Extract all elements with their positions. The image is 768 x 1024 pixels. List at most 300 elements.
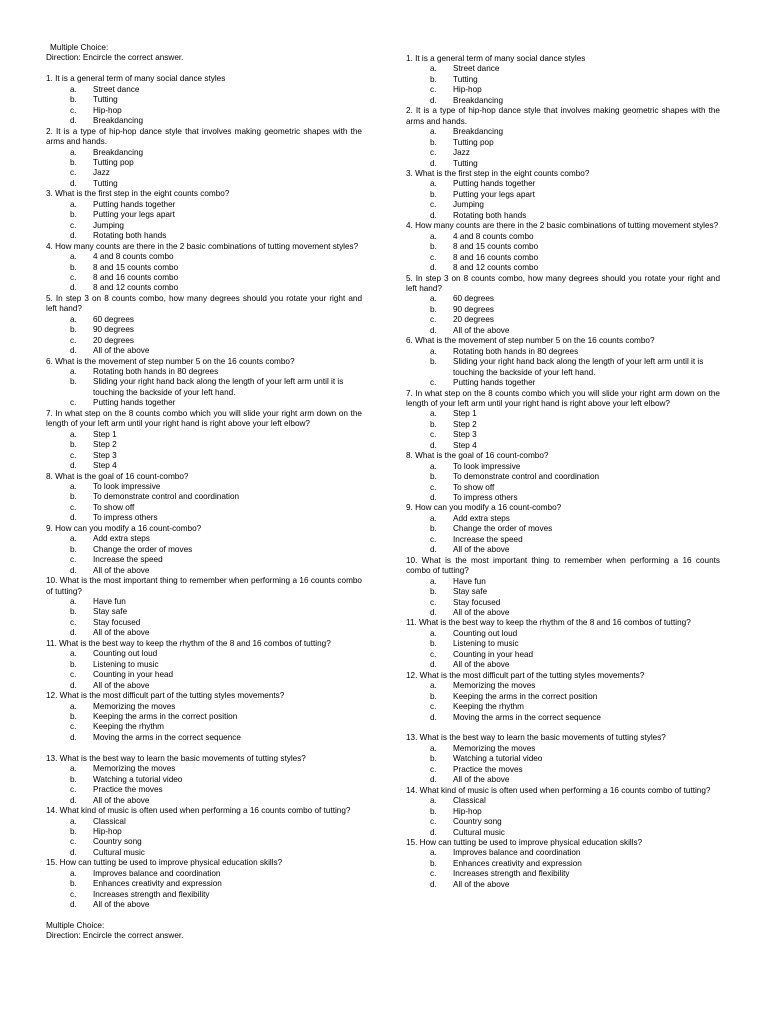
question-item [406, 221, 720, 273]
answer-option[interactable] [46, 325, 362, 335]
answer-option[interactable] [406, 200, 720, 210]
option-letter: c. [70, 220, 77, 230]
answer-option[interactable] [46, 116, 362, 126]
answer-option[interactable] [46, 837, 362, 847]
option-letter: a. [430, 848, 437, 858]
answer-option[interactable] [46, 545, 362, 555]
question-text: 6. What is the movement of step number 5 on the 16 counts combo? [46, 356, 295, 366]
answer-option[interactable] [406, 232, 720, 242]
answer-option[interactable] [406, 294, 720, 304]
answer-option[interactable] [406, 96, 720, 106]
option-letter: c. [430, 534, 437, 544]
answer-option[interactable] [406, 660, 720, 670]
answer-option[interactable] [46, 95, 362, 105]
answer-option[interactable] [406, 681, 720, 691]
option-text: Moving the arms in the correct sequence [93, 732, 241, 742]
option-letter: c. [70, 889, 77, 899]
answer-option[interactable] [46, 555, 362, 565]
option-letter: a. [70, 764, 77, 774]
option-text: Jumping [453, 200, 484, 210]
answer-option[interactable] [406, 598, 720, 608]
option-text: Tutting [453, 74, 478, 84]
answer-option[interactable] [406, 378, 720, 388]
option-text: All of the above [93, 628, 150, 638]
option-letter: b. [430, 304, 437, 314]
option-text: Increase the speed [453, 534, 523, 544]
option-letter: a. [430, 231, 437, 241]
option-text: All of the above [453, 608, 510, 618]
option-letter: c. [430, 378, 437, 388]
answer-option[interactable] [46, 848, 362, 858]
answer-option[interactable] [46, 482, 362, 492]
option-text: Putting hands together [453, 179, 536, 189]
answer-option[interactable] [46, 231, 362, 241]
question-text: 15. How can tutting be used to improve physical education skills? [46, 858, 283, 868]
answer-option[interactable] [406, 650, 720, 660]
question-item [406, 618, 720, 670]
option-letter: a. [430, 409, 437, 419]
answer-option[interactable] [46, 168, 362, 178]
answer-option[interactable] [406, 64, 720, 74]
option-text: Stay focused [453, 597, 501, 607]
option-letter: c. [430, 315, 437, 325]
option-text: Classical [93, 816, 126, 826]
answer-option[interactable] [406, 587, 720, 597]
option-letter: a. [70, 147, 77, 157]
answer-option[interactable] [406, 577, 720, 587]
answer-option[interactable] [406, 127, 720, 137]
answer-option[interactable] [406, 796, 720, 806]
answer-option[interactable] [46, 85, 362, 95]
answer-option[interactable] [46, 513, 362, 523]
answer-option[interactable] [46, 283, 362, 293]
option-text: 8 and 16 counts combo [93, 272, 179, 282]
option-text: Putting your legs apart [453, 189, 535, 199]
option-text: Putting your legs apart [93, 210, 175, 220]
answer-option[interactable] [406, 535, 720, 545]
option-letter: b. [70, 879, 77, 889]
question-text: 15. How can tutting be used to improve physical education skills? [406, 837, 643, 847]
answer-option[interactable] [46, 210, 362, 220]
option-letter: c. [430, 702, 437, 712]
answer-option[interactable] [406, 775, 720, 785]
answer-option[interactable] [46, 148, 362, 158]
option-letter: b. [70, 157, 77, 167]
option-letter: a. [70, 367, 77, 377]
option-letter: d. [430, 263, 437, 273]
answer-option[interactable] [46, 670, 362, 680]
option-text: Keeping the arms in the correct position [93, 711, 238, 721]
option-letter: d. [430, 210, 437, 220]
answer-option[interactable] [46, 252, 362, 262]
answer-option[interactable] [406, 190, 720, 200]
answer-option[interactable] [406, 430, 720, 440]
question-item [46, 294, 362, 357]
answer-option[interactable] [406, 848, 720, 858]
option-text: Country song [93, 837, 142, 847]
answer-option[interactable] [406, 326, 720, 336]
answer-option[interactable] [406, 514, 720, 524]
option-letter: b. [430, 357, 437, 367]
question-text: 14. What kind of music is often used when performing a 16 counts combo of tutting? [406, 785, 711, 795]
option-letter: d. [70, 461, 77, 471]
option-letter: c. [70, 617, 77, 627]
option-text: Step 3 [93, 450, 117, 460]
option-letter: d. [430, 325, 437, 335]
answer-option[interactable] [406, 524, 720, 534]
answer-option[interactable] [46, 733, 362, 743]
answer-option[interactable] [46, 712, 362, 722]
answer-option[interactable] [406, 159, 720, 169]
answer-option[interactable] [406, 807, 720, 817]
answer-option[interactable] [46, 346, 362, 356]
option-text: Increases strength and flexibility [93, 889, 210, 899]
answer-option[interactable] [46, 263, 362, 273]
question-item [46, 472, 362, 524]
answer-option[interactable] [406, 608, 720, 618]
question-item [46, 127, 362, 190]
option-text: Step 1 [93, 429, 117, 439]
question-item [406, 389, 720, 452]
answer-option[interactable] [46, 336, 362, 346]
question-text: 6. What is the movement of step number 5 on the 16 counts combo? [406, 336, 655, 346]
answer-option[interactable] [46, 879, 362, 889]
answer-option[interactable] [46, 503, 362, 513]
option-letter: a. [430, 127, 437, 137]
option-letter: c. [70, 670, 77, 680]
answer-option[interactable] [46, 618, 362, 628]
option-letter: b. [70, 711, 77, 721]
answer-option[interactable] [46, 367, 362, 377]
option-text: Improves balance and coordination [93, 868, 221, 878]
option-letter: a. [70, 84, 77, 94]
answer-option[interactable] [406, 713, 720, 723]
option-letter: a. [430, 576, 437, 586]
question-text: 13. What is the best way to learn the basic movements of tutting styles? [46, 753, 306, 763]
answer-option[interactable] [406, 263, 720, 273]
option-text: All of the above [453, 879, 510, 889]
option-letter: b. [430, 137, 437, 147]
answer-option[interactable] [406, 211, 720, 221]
option-letter: c. [430, 148, 437, 158]
option-letter: d. [430, 158, 437, 168]
option-text: Hip-hop [93, 826, 122, 836]
question-item [406, 54, 720, 106]
answer-option[interactable] [406, 138, 720, 148]
answer-option[interactable] [46, 681, 362, 691]
option-text: Jumping [93, 220, 124, 230]
answer-option[interactable] [406, 253, 720, 263]
option-text: Have fun [453, 576, 486, 586]
option-text: Counting out loud [453, 628, 518, 638]
answer-option[interactable] [406, 859, 720, 869]
option-text: 4 and 8 counts combo [453, 231, 534, 241]
option-text: Cultural music [93, 847, 145, 857]
question-item [46, 524, 362, 576]
question-item [406, 336, 720, 388]
answer-option[interactable] [46, 827, 362, 837]
option-text: Add extra steps [93, 534, 150, 544]
option-text: Jazz [93, 168, 110, 178]
answer-option[interactable] [46, 649, 362, 659]
answer-option[interactable] [406, 880, 720, 890]
answer-option[interactable] [46, 660, 362, 670]
answer-option[interactable] [46, 796, 362, 806]
question-item [46, 806, 362, 858]
option-letter: d. [70, 795, 77, 805]
option-text: All of the above [453, 775, 510, 785]
question-item [406, 169, 720, 221]
question-text: 3. What is the first step in the eight counts combo? [46, 189, 230, 199]
option-text: Stay focused [93, 617, 141, 627]
footer-direction: Direction: Encircle the correct answer. [46, 931, 184, 941]
question-item [406, 838, 720, 890]
option-letter: b. [430, 858, 437, 868]
option-letter: a. [70, 534, 77, 544]
answer-option[interactable] [46, 221, 362, 231]
option-letter: c. [430, 85, 437, 95]
option-letter: c. [70, 168, 77, 178]
option-text: Breakdancing [453, 95, 504, 105]
answer-option[interactable] [46, 890, 362, 900]
answer-option[interactable] [46, 785, 362, 795]
answer-option[interactable] [46, 817, 362, 827]
option-text: Keeping the rhythm [93, 722, 165, 732]
option-letter: a. [430, 461, 437, 471]
option-text: All of the above [93, 565, 150, 575]
option-text: Increases strength and flexibility [453, 869, 570, 879]
answer-option[interactable] [406, 472, 720, 482]
option-text: Step 4 [93, 461, 117, 471]
answer-option[interactable] [46, 607, 362, 617]
option-text: All of the above [93, 680, 150, 690]
option-letter: b. [70, 377, 77, 387]
option-letter: d. [70, 346, 77, 356]
answer-option[interactable] [406, 242, 720, 252]
option-text: Improves balance and coordination [453, 848, 581, 858]
option-text: Practice the moves [453, 764, 523, 774]
answer-option[interactable] [46, 158, 362, 168]
option-text: Listening to music [93, 659, 159, 669]
option-text: Keeping the rhythm [453, 702, 525, 712]
option-letter: a. [430, 513, 437, 523]
option-letter: d. [430, 608, 437, 618]
answer-option[interactable] [46, 398, 362, 408]
question-text: 10. What is the most important thing to remember when performing a 16 counts combo of tutting? [406, 555, 720, 576]
option-text: 20 degrees [93, 335, 134, 345]
question-text: 7. In what step on the 8 counts combo which you will slide your right arm down on the length of your left arm until your right hand is right above your left elbow? [406, 388, 720, 408]
answer-option[interactable] [406, 765, 720, 775]
answer-option[interactable] [406, 315, 720, 325]
option-text: All of the above [93, 795, 150, 805]
option-letter: b. [430, 189, 437, 199]
answer-option[interactable] [406, 179, 720, 189]
answer-option[interactable] [46, 775, 362, 785]
option-letter: a. [430, 628, 437, 638]
answer-option[interactable] [406, 462, 720, 472]
answer-option[interactable] [46, 200, 362, 210]
question-text: 9. How can you modify a 16 count-combo? [46, 523, 202, 533]
answer-option[interactable] [46, 764, 362, 774]
option-text: 60 degrees [453, 294, 494, 304]
option-text: Step 2 [93, 440, 117, 450]
option-text: All of the above [453, 660, 510, 670]
answer-option[interactable] [46, 492, 362, 502]
header-direction: Direction: Encircle the correct answer. [46, 53, 184, 63]
option-letter: d. [70, 900, 77, 910]
question-text: 11. What is the best way to keep the rhythm of the 8 and 16 combos of tutting? [406, 618, 691, 628]
answer-option[interactable] [406, 85, 720, 95]
option-text: Add extra steps [453, 513, 510, 523]
option-text: 90 degrees [453, 304, 494, 314]
option-letter: a. [430, 681, 437, 691]
option-text: Step 1 [453, 409, 477, 419]
option-letter: c. [70, 335, 77, 345]
option-letter: a. [70, 482, 77, 492]
option-text: To demonstrate control and coordination [453, 472, 600, 482]
option-text: Hip-hop [453, 85, 482, 95]
question-item [46, 691, 362, 754]
question-text: 1. It is a general term of many social dance styles [406, 54, 586, 63]
answer-option[interactable] [406, 305, 720, 315]
answer-option[interactable] [406, 357, 720, 378]
option-text: Tutting pop [93, 157, 134, 167]
option-letter: c. [70, 722, 77, 732]
answer-option[interactable] [46, 273, 362, 283]
option-text: All of the above [93, 346, 150, 356]
option-letter: b. [70, 826, 77, 836]
answer-option[interactable] [406, 493, 720, 503]
option-text: Classical [453, 796, 486, 806]
question-item [406, 503, 720, 555]
option-letter: c. [430, 869, 437, 879]
option-text: Tutting [93, 178, 118, 188]
option-text: All of the above [93, 900, 150, 910]
option-text: Step 2 [453, 419, 477, 429]
option-letter: c. [430, 482, 437, 492]
option-letter: c. [430, 649, 437, 659]
answer-option[interactable] [406, 828, 720, 838]
option-text: 4 and 8 counts combo [93, 252, 174, 262]
answer-option[interactable] [406, 744, 720, 754]
header-spacer [46, 64, 362, 74]
option-letter: b. [430, 419, 437, 429]
option-text: Sliding your right hand back along the length of your left arm until it is touching the backside of your left hand. [93, 377, 344, 397]
option-text: Breakdancing [93, 147, 144, 157]
answer-option[interactable] [46, 628, 362, 638]
option-letter: d. [70, 178, 77, 188]
answer-option[interactable] [406, 629, 720, 639]
answer-option[interactable] [406, 869, 720, 879]
option-letter: c. [430, 764, 437, 774]
option-text: To look impressive [453, 461, 521, 471]
footer [46, 921, 362, 942]
option-text: Stay safe [453, 587, 488, 597]
answer-option[interactable] [46, 869, 362, 879]
question-text: 7. In what step on the 8 counts combo which you will slide your right arm down on the length of your left arm until your right hand is right above your left elbow? [46, 408, 362, 429]
answer-option[interactable] [46, 597, 362, 607]
question-item [46, 357, 362, 409]
answer-option[interactable] [46, 430, 362, 440]
question-item [406, 451, 720, 503]
question-text: 4. How many counts are there in the 2 basic combinations of tutting movement styles? [46, 241, 359, 251]
question-item [46, 639, 362, 691]
option-letter: d. [70, 116, 77, 126]
option-text: Stay safe [93, 607, 128, 617]
option-letter: a. [430, 796, 437, 806]
option-letter: d. [430, 775, 437, 785]
option-text: Keeping the arms in the correct position [453, 691, 598, 701]
left-question-list [46, 74, 362, 910]
answer-option[interactable] [406, 692, 720, 702]
option-text: To look impressive [93, 482, 161, 492]
answer-option[interactable] [46, 451, 362, 461]
option-letter: d. [430, 712, 437, 722]
question-item [46, 858, 362, 910]
answer-option[interactable] [406, 441, 720, 451]
answer-option[interactable] [46, 440, 362, 450]
answer-option[interactable] [406, 75, 720, 85]
option-text: Step 3 [453, 430, 477, 440]
option-text: Moving the arms in the correct sequence [453, 712, 601, 722]
answer-option[interactable] [46, 900, 362, 910]
option-letter: b. [70, 659, 77, 669]
answer-option[interactable] [406, 639, 720, 649]
option-text: Cultural music [453, 827, 505, 837]
option-letter: a. [70, 868, 77, 878]
option-letter: b. [430, 524, 437, 534]
answer-option[interactable] [46, 722, 362, 732]
answer-option[interactable] [406, 817, 720, 827]
question-text: 5. In step 3 on 8 counts combo, how many degrees should you rotate your right and left hand? [406, 273, 720, 293]
option-letter: b. [70, 607, 77, 617]
answer-option[interactable] [406, 347, 720, 357]
option-letter: a. [70, 199, 77, 209]
answer-option[interactable] [406, 409, 720, 419]
option-text: Street dance [93, 84, 140, 94]
option-letter: b. [430, 587, 437, 597]
option-letter: d. [430, 879, 437, 889]
answer-option[interactable] [406, 754, 720, 764]
answer-option[interactable] [406, 420, 720, 430]
option-text: Rotating both hands [453, 210, 527, 220]
question-text: 9. How can you modify a 16 count-combo? [406, 503, 562, 513]
answer-option[interactable] [46, 179, 362, 189]
option-text: Watching a tutorial video [453, 754, 543, 764]
answer-option[interactable] [406, 483, 720, 493]
answer-option[interactable] [46, 534, 362, 544]
answer-option[interactable] [406, 702, 720, 712]
option-letter: a. [70, 252, 77, 262]
option-text: Memorizing the moves [93, 764, 176, 774]
answer-option[interactable] [46, 566, 362, 576]
question-text: 2. It is a type of hip-hop dance style that involves making geometric shapes with the arms and hands. [46, 126, 362, 147]
question-item [46, 74, 362, 126]
answer-option[interactable] [46, 702, 362, 712]
answer-option[interactable] [406, 545, 720, 555]
option-letter: b. [70, 262, 77, 272]
option-letter: c. [70, 502, 77, 512]
answer-option[interactable] [46, 106, 362, 116]
option-text: Tutting [453, 158, 478, 168]
answer-option[interactable] [46, 315, 362, 325]
answer-option[interactable] [46, 461, 362, 471]
answer-option[interactable] [46, 377, 362, 398]
answer-option[interactable] [406, 148, 720, 158]
option-letter: c. [70, 837, 77, 847]
option-letter: c. [430, 200, 437, 210]
question-item [406, 556, 720, 619]
